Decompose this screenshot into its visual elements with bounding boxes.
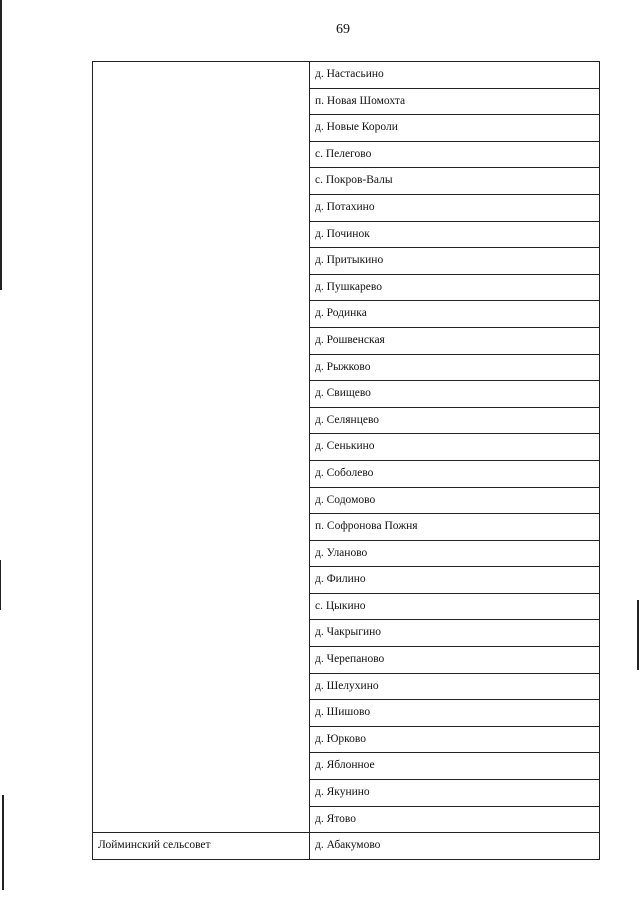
settlement-cell: д. Потахино (310, 194, 600, 221)
settlement-cell: д. Ятово (310, 806, 600, 833)
settlement-cell: д. Абакумово (310, 833, 600, 860)
settlement-cell: д. Рошвенская (310, 327, 600, 354)
settlement-cell: д. Пушкарево (310, 274, 600, 301)
settlement-cell: п. Новая Шомохта (310, 88, 600, 115)
settlement-cell: с. Покров-Валы (310, 168, 600, 195)
settlement-cell: д. Рыжково (310, 354, 600, 381)
settlement-cell: д. Юрково (310, 726, 600, 753)
scan-edge-mark-left-bottom (2, 795, 4, 890)
settlement-cell: д. Якунино (310, 780, 600, 807)
settlement-cell: д. Соболево (310, 460, 600, 487)
scan-edge-mark-right (637, 600, 639, 670)
settlement-cell: д. Притыкино (310, 248, 600, 275)
settlement-cell: д. Свищево (310, 381, 600, 408)
settlement-cell: п. Софронова Пожня (310, 514, 600, 541)
settlement-cell: д. Починок (310, 221, 600, 248)
council-cell: Лойминский сельсовет (93, 833, 310, 860)
settlements-table-body (93, 62, 600, 860)
settlement-cell: д. Черепаново (310, 647, 600, 674)
scan-edge-mark-left-mid (0, 560, 1, 610)
settlement-cell: д. Шелухино (310, 673, 600, 700)
settlement-cell: д. Уланово (310, 540, 600, 567)
settlement-cell: д. Родинка (310, 301, 600, 328)
settlement-cell: д. Чакрыгино (310, 620, 600, 647)
scan-edge-mark-left-top (0, 0, 2, 290)
settlements-table (92, 61, 600, 860)
settlement-cell: с. Пелегово (310, 141, 600, 168)
settlement-cell: с. Цыкино (310, 593, 600, 620)
settlement-cell: д. Содомово (310, 487, 600, 514)
settlement-cell: д. Филино (310, 567, 600, 594)
table-row (93, 833, 600, 860)
table-row (93, 62, 600, 89)
settlement-cell: д. Настасьино (310, 62, 600, 89)
page-number: 69 (336, 22, 350, 37)
council-cell-continued (93, 62, 310, 833)
settlement-cell: д. Селянцево (310, 407, 600, 434)
settlement-cell: д. Шишово (310, 700, 600, 727)
settlement-cell: д. Новые Короли (310, 115, 600, 142)
settlement-cell: д. Сенькино (310, 434, 600, 461)
settlement-cell: д. Яблонное (310, 753, 600, 780)
